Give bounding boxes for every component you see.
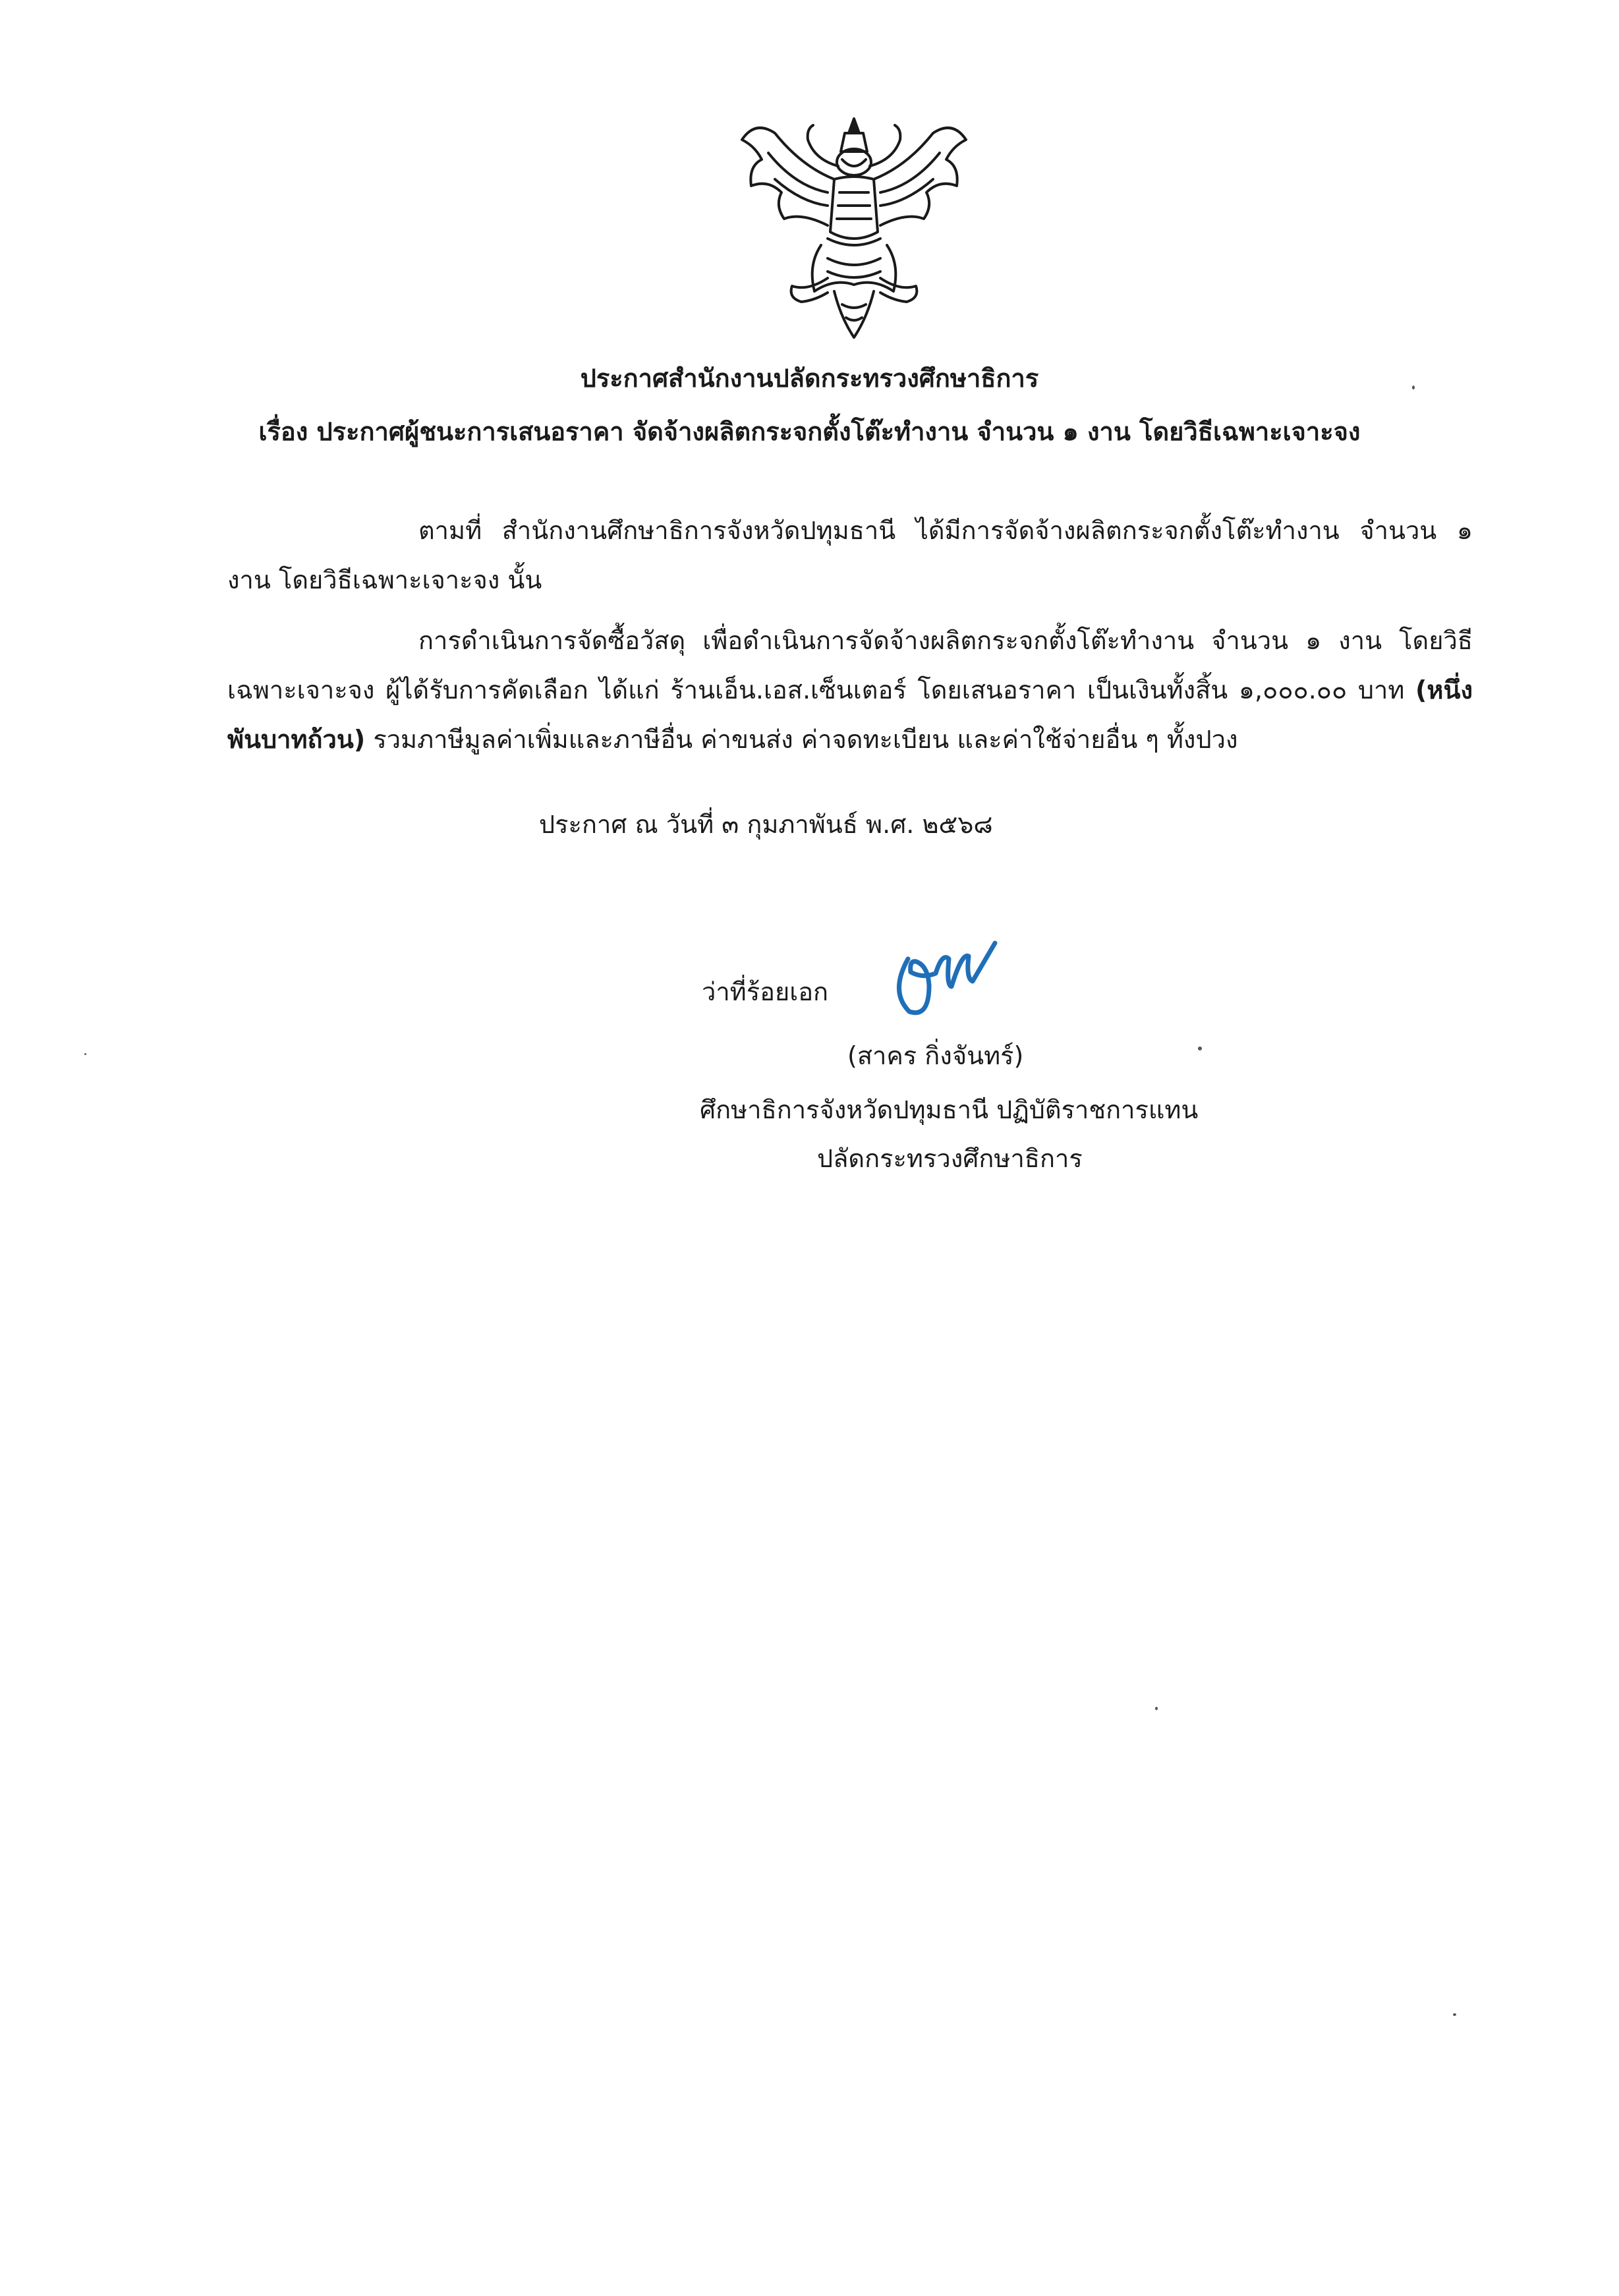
scan-speck bbox=[1412, 386, 1415, 389]
scan-speck bbox=[1155, 1707, 1158, 1710]
announcement-date: ประกาศ ณ วันที่ ๓ กุมภาพันธ์ พ.ศ. ๒๕๖๘ bbox=[539, 810, 993, 839]
signer-position-line-2: ปลัดกระทรวงศึกษาธิการ bbox=[817, 1144, 1083, 1173]
signer-rank: ว่าที่ร้อยเอก bbox=[702, 977, 829, 1006]
scan-speck bbox=[84, 1053, 86, 1055]
announcement-subject: เรื่อง ประกาศผู้ชนะการเสนอราคา จัดจ้างผลิตกระจกตั้งโต๊ะทำงาน จำนวน ๑ งาน โดยวิธีเฉพาะเจาะจง bbox=[258, 417, 1361, 446]
paragraph-award-text-end: รวมภาษีมูลค่าเพิ่มและภาษีอื่น ค่าขนส่ง ค่าจดทะเบียน และค่าใช้จ่ายอื่น ๆ ทั้งปวง bbox=[365, 725, 1238, 754]
handwritten-signature bbox=[883, 913, 1002, 1031]
signer-position: ศึกษาธิการจังหวัดปทุมธานี ปฏิบัติราชการแทน bbox=[700, 1095, 1199, 1124]
announcement-title: ประกาศสำนักงานปลัดกระทรวงศึกษาธิการ bbox=[580, 364, 1039, 393]
paragraph-award-text: การดำเนินการจัดซื้อวัสดุ เพื่อดำเนินการจัดจ้างผลิตกระจกตั้งโต๊ะทำงาน จำนวน ๑ งาน โดยวิธีเฉพาะเจาะจง ผู้ได้รับการคัดเลือก ได้แก่ ร้านเอ็น.เอส.เซ็นเตอร์ โดยเสนอราคา เป็นเงินทั้งสิ้น ๑,๐๐๐.๐๐ บาท bbox=[227, 626, 1473, 704]
signer-name: (สาคร กิ่งจันทร์) bbox=[847, 1041, 1024, 1070]
paragraph-award bbox=[227, 616, 1473, 764]
scan-speck bbox=[1453, 2013, 1456, 2016]
paragraph-background: ตามที่ สำนักงานศึกษาธิการจังหวัดปทุมธานี ได้มีการจัดจ้างผลิตกระจกตั้งโต๊ะทำงาน จำนวน ๑ งาน โดยวิธีเฉพาะเจาะจง นั้น bbox=[227, 516, 1473, 594]
amount-in-words: (หนึ่งพันบาทถ้วน) bbox=[227, 675, 1473, 754]
garuda-emblem-icon bbox=[729, 113, 979, 344]
scan-speck bbox=[1198, 1047, 1202, 1050]
